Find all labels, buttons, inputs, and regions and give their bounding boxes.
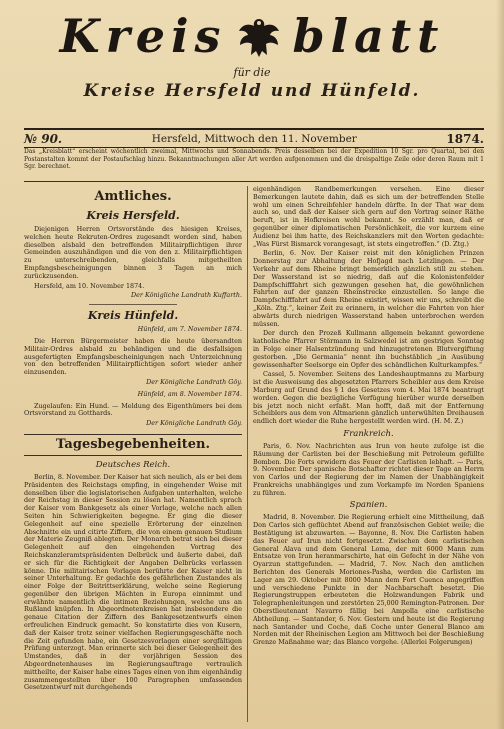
masthead <box>0 6 504 102</box>
article-cassel: Cassel, 5. November. Seitens des Landeshauptmanns zu Marburg ist die Ausweisung des abgesetzten Pfarrers Scheibler aus dem Kreise Marburg auf Grund des § 1 des Gesetzes vom 4. Mai 1874 beantragt worden. Gegen die bezügliche Verfügung hierüber wurde derselben bis jetzt noch nicht erfaßt. Man hofft, daß mit der Entfernung Scheiblers aus dem von Altmarienn gänzlich unterwühlten Dreihausen endlich dort wieder die Ruhe hergestellt werden wird. (H. M. Z.) <box>253 370 484 426</box>
left-column <box>24 186 242 694</box>
column-divider <box>247 186 248 722</box>
notice-huenfeld2-text: Zugelaufen: Ein Hund. — Meldung des Eigenthümers bei dem Ortsvorstand zu Gotthards. <box>24 401 242 418</box>
heading-spanien: Spanien. <box>349 500 388 511</box>
notice-huenfeld2-signature: Der Königliche Landrath Göy. <box>146 419 242 428</box>
issue-year: 1874. <box>446 131 484 146</box>
article-berlin-2: Berlin, 6. Nov. Der Kaiser reist mit den königlichen Prinzen Donnerstag zur Abhaltung der Hofjagd nach Letzlingen. — Der Verkehr auf dem Rheine bringt bemerklich gänzlich still zu stehen. Der Wasserstand ist so niedrig, daß auf die Kolonistenfelder Dampfschifffahrt sich gezwungen gesehen hat, die gewöhnlichen Fahrten auf der ganzen Rheinstrecke einzustellen. So lange die Dampfschifffahrt auf dem Rheine existirt, wissen wir uns, schreibt die „Köln. Ztg.“, keiner Zeit zu erinnern, in welcher die Fahrten von hier abwärts durch niedrigen Wasserstand haben unterbrochen werden müssen. <box>253 249 484 328</box>
section-heading-news: Tagesbegebenheiten. <box>24 434 242 456</box>
notice-huenfeld-text: Die Herren Bürgermeister haben die heute übersandten Militair-Ordres alsbald zu behändigen und die desfallsigen ausgefertigten Empfangsbescheinigungen nach Unterzeichnung von den betreffenden Militairpflichtigen sofort wieder anher einzusenden. <box>24 336 242 377</box>
title-right: blatt <box>292 9 445 63</box>
article-paris: Paris, 6. Nov. Nachrichten aus Irun von heute zufolge ist die Räumung der Carlisten bei der Beschießung mit Petroleum gefüllte Bomben. Die Forts erwidern das Feuer der Carlisten lebhaft. — Paris, 9. November. Der spanische Botschafter richtet dieser Tage an Herrn von Carlos und der Regierung der im Namen der Unabhängigkeit Frankreichs unabhängiges und zum Vorkampfe im Norden Spaniens zu führen. <box>253 441 484 497</box>
page-edge-shadow <box>496 0 504 729</box>
subscription-notice: Das „Kreisblatt“ erscheint wöchentlich zweimal, Mittwochs und Sonnabends. Preis desselben bei der Expedition 10 Sgr. pro Quartal, bei den Postanstalten kommt der Postaufschlag hinzu. Bekanntmachungen aller Art werden aufgenommen und die dreispaltige Zeile oder deren Raum mit 1 Sgr. berechnet. <box>24 148 484 170</box>
heading-kreis-huenfeld: Kreis Hünfeld. <box>87 309 179 323</box>
masthead-subtitle-main: Kreise Hersfeld und Hünfeld. <box>83 81 421 101</box>
divider <box>89 304 176 305</box>
notice-hersfeld-signature: Der Königliche Landrath Kuffarth. <box>131 291 242 300</box>
article-madrid: Madrid, 8. November. Die Regierung erhielt eine Mittheilung, daß Don Carlos sich geflüchtet Abend auf französischen Gebiet weile; die Bestätigung ist abzuwarten. — Bayonne, 8. Nov. Die Carlisten haben das Feuer auf Irun nicht fortgesetzt. Zwischen dem carlistischen General Alava und dem General Loma, der mit 6000 Mann zum Entsatze von Irun heranmarschirte, hat ein Gefecht in der Nähe von Oyarzun stattgefunden. — Madrid, 7. Nov. Nach den amtlichen Berichten des Generals Moriones-Pasha, werden die Carlisten im Lager am 29. Oktober mit 8000 Mann dem Fort Cuenca angegriffen und verschiedene Punkte in der Nachbarschaft besetzt. Die Regierungstruppen erbeuteten die Holzwandungen Fabrik und Telegraphenleitungen und zerstörten 25,000 Remington-Patronen. Der Oberstlieutenant Navarro fällig bei Ampolla eine carlistische Abtheilung. — Santander, 6. Nov. Gestern und heute ist die Regierung nach Santander und Coche, daß Coche unter General Blanco am Norden mit der Rheinischen Legion am Mittwoch bei der Beschießung Grenze Maßnahme war; das Blanco vorgehe. (Allerlei Folgerungen) <box>253 513 484 647</box>
notice-hersfeld-text: Diejenigen Herren Ortsvorstände des hiesigen Kreises, welchen heute Rekruten-Ordres zugesandt worden sind, haben dieselben alsbald den betreffenden Militairpflichtigen ihrer Gemeinden auszuhändigen und die von den z. Militairpflichtigen zu unterschreibenden, gleichfalls mitgetheilten Empfangsbescheinigungen binnen 3 Tagen an mich zurückzusenden. <box>24 225 242 280</box>
article-prozess: Der durch den Prozeß Kullmann allgemein bekannt gewordene katholische Pfarrer Störmann in Salzwedel ist am gestrigen Sonntag in Folge einer Halsentzündung und hinzugetretenen Blutvergiftung gestorben. „Die Germania“ nennt ihn buchstäblich „in Ausübung gewissenhafter Seelsorge ein Opfer des schändlichen Kulturkampfes.“ <box>253 329 484 369</box>
eagle-crest-icon <box>234 11 284 61</box>
issue-number: № 90. <box>24 131 63 146</box>
article-continued: eigenhändigen Randbemerkungen versehen. Eine dieser Bemerkungen lautete dahin, daß es sich um der betreffenden Stelle wohl um einen Schreibfehler handeln dürfte. In der That war dem auch so, und daß der Kaiser sich gern auf den Vortrag seiner Räthe beruft, ist in Hofkreisen wohl bekannt. So erzählt man, daß er gegenüber einer diplomatischen Persönlichkeit, die vor kurzem eine Audienz bei ihm hatte, des Reichskanzlers mit den Worten gedachte: „Was Fürst Bismarck vorangesagt, ist stets eingetroffen.“ (D. Ztg.) <box>253 185 484 248</box>
header-divider <box>24 181 484 182</box>
notice-huenfeld-signature: Der Königliche Landrath Göy. <box>146 377 242 386</box>
right-column <box>253 186 484 649</box>
notice-huenfeld2-date: Hünfeld, am 8. November 1874. <box>137 389 242 398</box>
notice-hersfeld-date: Hersfeld, am 10. November 1874. <box>34 281 145 290</box>
issue-dateline: Hersfeld, Mittwoch den 11. November <box>151 132 357 145</box>
masthead-title <box>0 6 504 66</box>
article-berlin: Berlin, 8. November. Der Kaiser hat sich neulich, als er bei dem Präsidenten des Reichstags empfing, in eingehender Weise mit denselben über die legislatorischen Aufgaben unterhalten, welche der Reichstag in dieser Session zu lösen hat. Namentlich sprach der Kaiser vom Bankgesetz als einer Vorlage, welche nach allen Seiten hin Schwierigkeiten begegne. Er ging die dieser Gelegenheit auf eine spezielle Erörterung der einzelnen Abschnitte ein und citirte Ziffern, die von einem genauen Studium der Materie Zeugniß ablegten. Der Monarch betrat sich bei dieser Gelegenheit auf den eingehenden Vortrag des Reichskanzleramtspräsidenten Delbrück und äußerte dabei, daß er sich für die Richtigkeit der Angaben Delbrücks verlassen könne. Die militairischen Vorlagen berührte der Kaiser nicht in seiner Unterhaltung. Er gedachte des gefährlichen Zustandes als einer Folge der Beitrittserklärung, welche seine Regierung gegenüber den übrigen Mächten in Europa einnimmt und erwähnte namentlich die intimen Beziehungen, welche uns an Rußland knüpfen. In Abgeordnetenkreisen hat insbesondere die genaue Citation der Ziffern des Bankgesetzentwurfs einen erfreulichen Eindruck gemacht. So konstatirte dies von Kusern, daß der Kaiser trotz seiner vielfachen Regierungsgeschäfte noch die Zeit gefunden habe, ein Gesetzesvorlagen einer sorgfältigen Prüfung unterzogt. Man erinnerte sich bei dieser Gelegenheit des Umstandes, daß in der vorjährigen Session des Abgeordnetenhauses im Regierungsauftrage vertraulich mittheilte, der Kaiser habe eines Tages einen von ihm eigenhändig zusammengestellten über 100 Paragraphen umfassenden Gesetzentwurf mit durchgehends <box>24 472 242 692</box>
heading-deutsches-reich: Deutsches Reich. <box>95 459 171 470</box>
title-left: Kreis <box>59 9 227 63</box>
issue-bar <box>24 128 484 148</box>
heading-frankreich: Frankreich. <box>343 428 394 439</box>
masthead-subtitle-small: für die <box>233 66 271 79</box>
section-heading-official: Amtliches. <box>94 189 172 204</box>
notice-huenfeld-date: Hünfeld, am 7. November 1874. <box>137 325 242 334</box>
heading-kreis-hersfeld: Kreis Hersfeld. <box>86 209 180 222</box>
